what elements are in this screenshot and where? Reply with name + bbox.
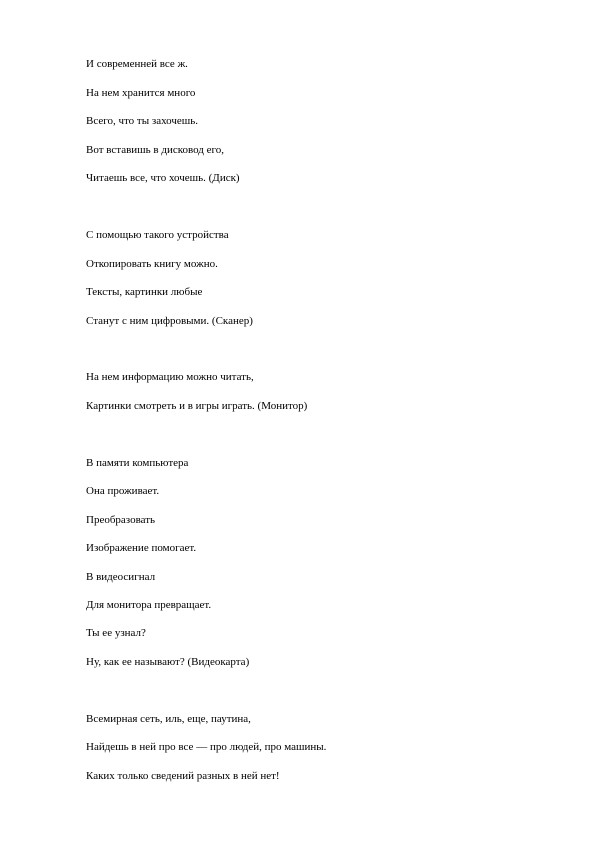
stanza-2-line-3: Тексты, картинки любые xyxy=(86,286,203,298)
stanza-1-line-3: Всего, что ты захочешь. xyxy=(86,115,199,127)
stanza-1-line-1: И современней все ж. xyxy=(86,58,188,70)
stanza-4-line-7: Ты ее узнал? xyxy=(86,627,146,639)
stanza-4-line-2: Она проживает. xyxy=(86,485,160,497)
stanza-1-line-2: На нем хранится много xyxy=(86,87,196,99)
stanza-3-line-2: Картинки смотреть и в игры играть. (Монитор) xyxy=(86,400,308,412)
stanza-2-line-2: Откопировать книгу можно. xyxy=(86,258,218,270)
stanza-5-line-1: Всемирная сеть, иль, еще, паутина, xyxy=(86,713,251,725)
stanza-5-line-3: Каких только сведений разных в ней нет! xyxy=(86,770,280,782)
stanza-2-line-1: С помощью такого устройства xyxy=(86,229,229,241)
stanza-4-line-6: Для монитора превращает. xyxy=(86,599,212,611)
stanza-4-line-5: В видеосигнал xyxy=(86,571,156,583)
stanza-1-line-5: Читаешь все, что хочешь. (Диск) xyxy=(86,172,240,184)
stanza-3-line-1: На нем информацию можно читать, xyxy=(86,371,254,383)
stanza-1-line-4: Вот вставишь в дисковод его, xyxy=(86,144,225,156)
stanza-4-line-8: Ну, как ее называют? (Видеокарта) xyxy=(86,656,250,668)
stanza-2-line-4: Станут с ним цифровыми. (Сканер) xyxy=(86,315,253,327)
stanza-4-line-4: Изображение помогает. xyxy=(86,542,197,554)
stanza-4-line-3: Преобразовать xyxy=(86,514,156,526)
stanza-4-line-1: В памяти компьютера xyxy=(86,457,189,469)
stanza-5-line-2: Найдешь в ней про все — про людей, про машины. xyxy=(86,741,327,753)
